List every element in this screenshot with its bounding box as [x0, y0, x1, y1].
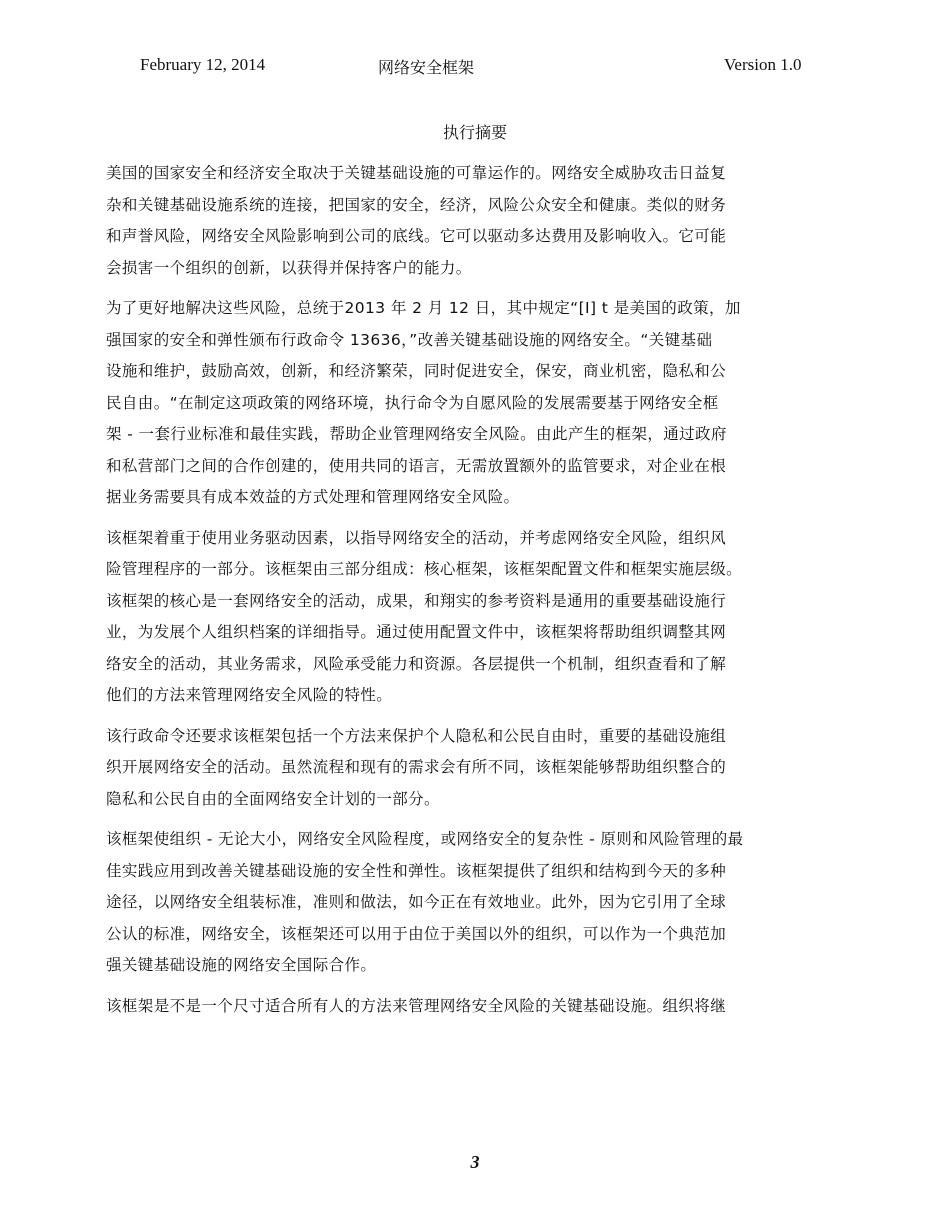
text-line: 强国家的安全和弹性颁布行政命令 13636，”改善关键基础设施的网络安全。“关键基础 [106, 330, 713, 349]
header-title: 网络安全框架 [378, 58, 475, 77]
paragraph [106, 523, 886, 712]
header-version: Version 1.0 [724, 55, 802, 74]
paragraph [106, 824, 886, 982]
text-line: 佳实践应用到改善关键基础设施的安全性和弹性。该框架提供了组织和结构到今天的多种 [106, 861, 727, 880]
paragraph [106, 991, 886, 1023]
paragraph [106, 158, 886, 284]
page-header [0, 55, 950, 79]
text-line: 他们的方法来管理网络安全风险的特性。 [106, 686, 393, 704]
text-line: 该框架着重于使用业务驱动因素，以指导网络安全的活动，并考虑网络安全风险，组织风 [106, 528, 727, 547]
text-line: 险管理程序的一部分。该框架由三部分组成：核心框架，该框架配置文件和框架实施层级。 [106, 560, 743, 578]
text-line: 该框架使组织 - 无论大小，网络安全风险程度，或网络安全的复杂性 - 原则和风险管理的最 [106, 830, 744, 848]
header-date: February 12, 2014 [140, 55, 266, 74]
text-line: 民自由。“在制定这项政策的网络环境，执行命令为自愿风险的发展需要基于网络安全框 [106, 393, 719, 412]
text-line: 设施和维护，鼓励高效，创新，和经济繁荣，同时促进安全，保安，商业机密，隐私和公 [106, 362, 727, 380]
page-number: 3 [470, 1152, 480, 1172]
text-line: 该框架的核心是一套网络安全的活动，成果，和翔实的参考资料是通用的重要基础设施行 [106, 591, 727, 610]
text-line: 据业务需要具有成本效益的方式处理和管理网络安全风险。 [106, 488, 520, 506]
paragraph [106, 293, 886, 514]
text-line: 隐私和公民自由的全面网络安全计划的一部分。 [106, 789, 440, 808]
document-body [106, 158, 886, 1031]
text-line: 为了更好地解决这些风险，总统于2013 年 2 月 12 日，其中规定“[I] t 是美国的政策，加 [106, 299, 741, 317]
text-line: 络安全的活动，其业务需求，风险承受能力和资源。各层提供一个机制，组织查看和了解 [106, 654, 727, 673]
paragraph [106, 721, 886, 816]
text-line: 该框架是不是一个尺寸适合所有人的方法来管理网络安全风险的关键基础设施。组织将继 [106, 996, 727, 1015]
text-line: 途径，以网络安全组装标准，准则和做法，如今正在有效地业。此外，因为它引用了全球 [106, 893, 727, 911]
text-line: 和私营部门之间的合作创建的，使用共同的语言，无需放置额外的监管要求，对企业在根 [106, 456, 727, 475]
text-line: 业，为发展个人组织档案的详细指导。通过使用配置文件中，该框架将帮助组织调整其网 [106, 623, 727, 641]
text-line: 公认的标准，网络安全，该框架还可以用于由位于美国以外的组织，可以作为一个典范加 [106, 924, 727, 943]
section-title: 执行摘要 [442, 123, 507, 142]
text-line: 该行政命令还要求该框架包括一个方法来保护个人隐私和公民自由时，重要的基础设施组 [106, 726, 727, 745]
text-line: 织开展网络安全的活动。虽然流程和现有的需求会有所不同，该框架能够帮助组织整合的 [106, 758, 727, 776]
text-line: 强关键基础设施的网络安全国际合作。 [106, 956, 377, 974]
text-line: 和声誉风险，网络安全风险影响到公司的底线。它可以驱动多达费用及影响收入。它可能 [106, 227, 727, 245]
text-line: 杂和关键基础设施系统的连接，把国家的安全，经济，风险公众安全和健康。类似的财务 [106, 195, 727, 214]
text-line: 架 - 一套行业标准和最佳实践，帮助企业管理网络安全风险。由此产生的框架，通过政府 [106, 425, 727, 443]
text-line: 会损害一个组织的创新，以获得并保持客户的能力。 [106, 258, 472, 277]
text-line: 美国的国家安全和经济安全取决于关键基础设施的可靠运作的。网络安全威胁攻击日益复 [106, 164, 727, 182]
